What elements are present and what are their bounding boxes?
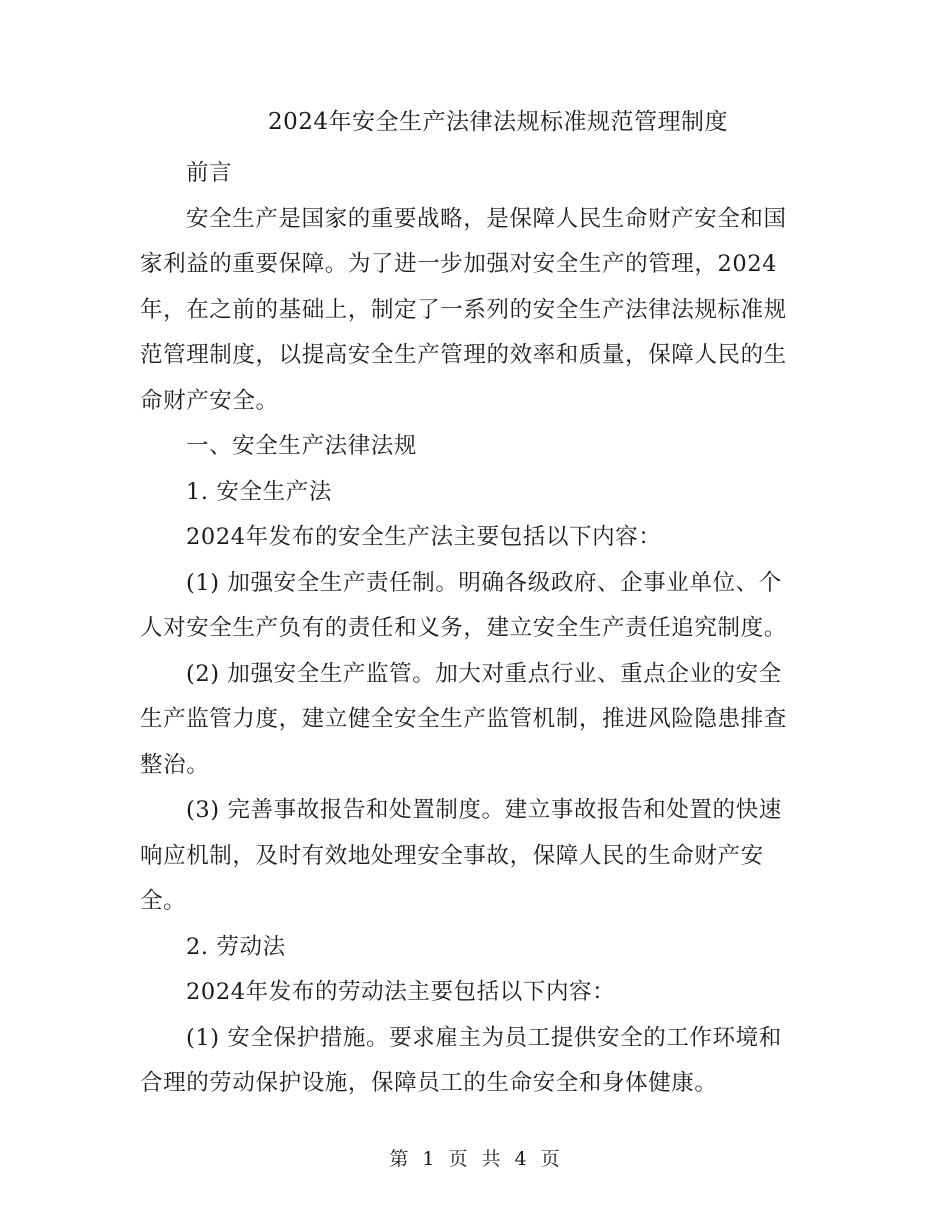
paragraph-preface: 安全生产是国家的重要战略，是保障人民生命财产安全和国家利益的重要保障。为了进一步加强对安全生产的管理，2024年，在之前的基础上，制定了一系列的安全生产法律法规标准规范管理制度，以提高安全生产管理的效率和质量，保障人民的生命财产安全。	[140, 205, 787, 414]
paragraph: (3) 完善事故报告和处置制度。建立事故报告和处置的快速响应机制，及时有效地处理安全事故，保障人民的生命财产安全。	[140, 797, 782, 914]
document-body	[140, 151, 800, 1107]
paragraph: (1) 安全保护措施。要求雇主为员工提供安全的工作环境和合理的劳动保护设施，保障员工的生命安全和身体健康。	[140, 1024, 782, 1096]
paragraph: 2024年发布的安全生产法主要包括以下内容：	[186, 524, 662, 550]
paragraph: (2) 加强安全生产监管。加大对重点行业、重点企业的安全生产监管力度，建立健全安全生产监管机制，推进风险隐患排查整治。	[140, 660, 787, 778]
subsection-heading-2: 2. 劳动法	[186, 933, 286, 960]
subsection-heading-1: 1. 安全生产法	[186, 478, 332, 505]
section-heading-1: 一、安全生产法律法规	[186, 433, 418, 459]
paragraph-preface-heading: 前言	[186, 160, 233, 186]
document-title: 2024年安全生产法律法规标准规范管理制度	[267, 109, 729, 135]
paragraph: (1) 加强安全生产责任制。明确各级政府、企事业单位、个人对安全生产负有的责任和义务，建立安全生产责任追究制度。	[140, 569, 787, 641]
paragraph: 2024年发布的劳动法主要包括以下内容：	[186, 979, 616, 1005]
page-footer: 第 1 页 共 4 页	[389, 1148, 561, 1170]
